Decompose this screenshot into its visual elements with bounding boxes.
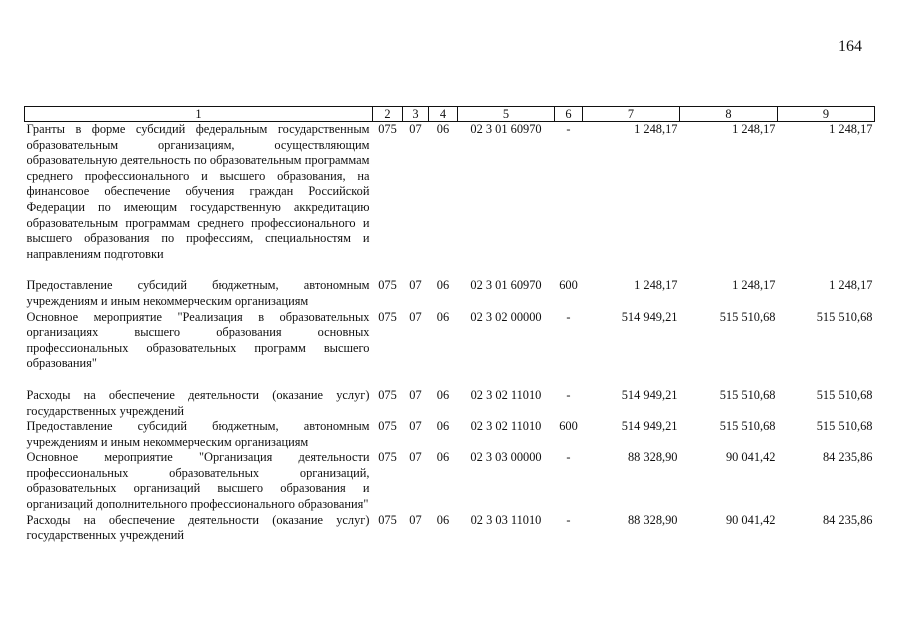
- subsection-code: 06: [436, 387, 450, 402]
- header-cell: 3: [403, 107, 429, 122]
- section-code: 07: [409, 512, 422, 527]
- page-number: 164: [838, 38, 862, 55]
- header-cell: 9: [778, 107, 875, 122]
- amount-col9: 515 510,68: [816, 387, 873, 402]
- amount-col9: 84 235,86: [822, 450, 873, 465]
- header-cell: 4: [429, 107, 458, 122]
- amount-col8: 90 041,42: [725, 450, 776, 465]
- row-name: Основное мероприятие "Реализация в образовательных организациях высшего образования основных профессиональных образовательных программ высшего образования": [26, 309, 370, 371]
- row-name: Расходы на обеспечение деятельности (оказание услуг) государственных учреждений: [26, 512, 370, 543]
- amount-col9: 84 235,86: [822, 512, 873, 527]
- amount-col8: 1 248,17: [732, 122, 776, 136]
- target-article-code: 02 3 01 60970: [470, 122, 542, 136]
- amount-col7: 1 248,17: [634, 278, 678, 293]
- amount-col7: 514 949,21: [621, 387, 678, 402]
- amount-col7: 88 328,90: [627, 512, 678, 527]
- ministry-code: 075: [378, 309, 397, 324]
- target-article-code: 02 3 02 11010: [470, 387, 542, 402]
- row-name: Расходы на обеспечение деятельности (оказание услуг) государственных учреждений: [26, 387, 370, 418]
- amount-col9: 515 510,68: [816, 419, 873, 434]
- amount-col8: 515 510,68: [719, 387, 776, 402]
- ministry-code: 075: [378, 419, 397, 434]
- target-article-code: 02 3 02 00000: [470, 309, 542, 324]
- section-code: 07: [409, 122, 422, 136]
- header-cell: 8: [680, 107, 778, 122]
- section-code: 07: [409, 309, 422, 324]
- subsection-code: 06: [436, 512, 450, 527]
- ministry-code: 075: [378, 512, 397, 527]
- section-code: 07: [409, 419, 422, 434]
- subsection-code: 06: [436, 278, 450, 293]
- amount-col8: 515 510,68: [719, 309, 776, 324]
- table-row: [25, 419, 875, 450]
- subsection-code: 06: [436, 450, 450, 465]
- section-code: 07: [409, 387, 422, 402]
- amount-col7: 514 949,21: [621, 309, 678, 324]
- table-row: [25, 122, 875, 279]
- amount-col8: 515 510,68: [719, 419, 776, 434]
- ministry-code: 075: [378, 122, 397, 136]
- expense-type-code: 600: [559, 278, 578, 293]
- section-code: 07: [409, 450, 422, 465]
- header-row: [25, 107, 875, 122]
- amount-col9: 1 248,17: [829, 278, 873, 293]
- budget-table: [24, 106, 875, 544]
- expense-type-code: -: [566, 512, 571, 527]
- row-name: Предоставление субсидий бюджетным, автономным учреждениям и иным некоммерческим организациям: [26, 278, 370, 308]
- header-cell: 5: [458, 107, 555, 122]
- target-article-code: 02 3 01 60970: [470, 278, 542, 293]
- expense-type-code: -: [566, 450, 571, 465]
- ministry-code: 075: [378, 387, 397, 402]
- ministry-code: 075: [378, 450, 397, 465]
- section-code: 07: [409, 278, 422, 293]
- expense-type-code: -: [566, 387, 571, 402]
- row-name: Предоставление субсидий бюджетным, автономным учреждениям и иным некоммерческим организациям: [26, 419, 370, 449]
- header-cell: 1: [25, 107, 373, 122]
- subsection-code: 06: [436, 419, 450, 434]
- table-row: [25, 310, 875, 388]
- header-cell: 6: [555, 107, 583, 122]
- target-article-code: 02 3 02 11010: [470, 419, 542, 434]
- header-cell: 7: [583, 107, 680, 122]
- target-article-code: 02 3 03 11010: [470, 512, 542, 527]
- amount-col7: 88 328,90: [627, 450, 678, 465]
- expense-type-code: -: [566, 122, 571, 136]
- table-row: [25, 513, 875, 544]
- expense-type-code: 600: [559, 419, 578, 434]
- amount-col8: 90 041,42: [725, 512, 776, 527]
- subsection-code: 06: [436, 309, 450, 324]
- table-row: [25, 450, 875, 512]
- row-name: Основное мероприятие "Организация деятельности профессиональных образовательных организаций, образовательных организаций высшего образования и организаций дополнительного профессионального образования": [26, 450, 370, 512]
- expense-type-code: -: [566, 309, 571, 324]
- ministry-code: 075: [378, 278, 397, 293]
- row-name: Гранты в форме субсидий федеральным государственным образовательным организациям, осуществляющим образовательную деятельность по образовательным программам среднего профессионального и высшего образования, на финансовое обеспечение обучения граждан Российской Федерации по имеющим государственную аккредитацию образовательным программам среднего профессионального и высшего образования по профессиям, специальностям и направлениям подготовки: [26, 122, 370, 261]
- subsection-code: 06: [436, 122, 450, 136]
- amount-col9: 515 510,68: [816, 309, 873, 324]
- header-cell: 2: [373, 107, 403, 122]
- amount-col8: 1 248,17: [732, 278, 776, 293]
- table-row: [25, 388, 875, 419]
- amount-col7: 1 248,17: [634, 122, 678, 136]
- target-article-code: 02 3 03 00000: [470, 450, 542, 465]
- amount-col7: 514 949,21: [621, 419, 678, 434]
- amount-col9: 1 248,17: [829, 122, 873, 136]
- table-row: [25, 278, 875, 309]
